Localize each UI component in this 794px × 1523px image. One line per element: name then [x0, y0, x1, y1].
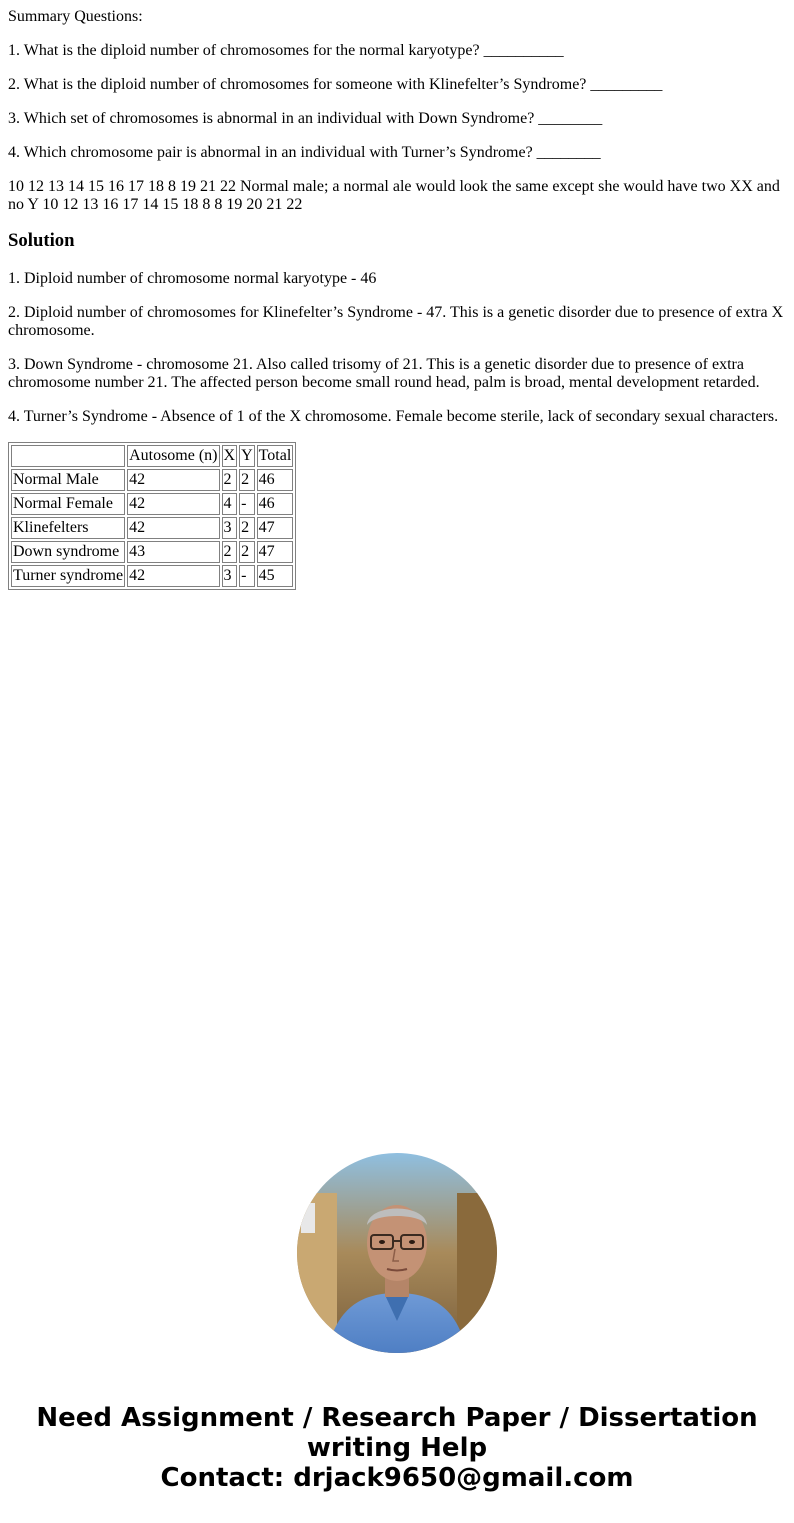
question-4: 4. Which chromosome pair is abnormal in an individual with Turner’s Syndrome? ________ [8, 144, 601, 161]
question-3: 3. Which set of chromosomes is abnormal in an individual with Down Syndrome? ________ [8, 110, 603, 127]
question-2: 2. What is the diploid number of chromosomes for someone with Klinefelter’s Syndrome? _________ [8, 76, 663, 93]
table-cell: - [239, 493, 255, 515]
table-cell: 2 [239, 517, 255, 539]
tutor-avatar [297, 1153, 497, 1353]
table-cell: 3 [222, 565, 238, 587]
table-row [11, 517, 293, 539]
table-cell: Turner syndrome [11, 565, 125, 587]
solution-4: 4. Turner’s Syndrome - Absence of 1 of the X chromosome. Female become sterile, lack of secondary sexual characters. [8, 408, 779, 425]
promo-banner [0, 1403, 794, 1493]
promo-contact: Contact: drjack9650@gmail.com [160, 1463, 634, 1493]
document-content [8, 8, 786, 590]
table-header-cell: Total [257, 445, 294, 467]
question-1: 1. What is the diploid number of chromosomes for the normal karyotype? __________ [8, 42, 564, 59]
solution-1: 1. Diploid number of chromosome normal karyotype - 46 [8, 270, 377, 287]
table-cell: 47 [257, 517, 294, 539]
table-cell: 45 [257, 565, 294, 587]
solution-heading: Solution [8, 230, 75, 251]
table-cell: 2 [239, 541, 255, 563]
table-cell: Normal Male [11, 469, 125, 491]
table-cell: 42 [127, 493, 219, 515]
table-cell: Normal Female [11, 493, 125, 515]
table-cell: Down syndrome [11, 541, 125, 563]
table-cell: 2 [222, 541, 238, 563]
table-header-cell [11, 445, 125, 467]
solution-2: 2. Diploid number of chromosomes for Klinefelter’s Syndrome - 47. This is a genetic disorder due to presence of extra X chromosome. [8, 304, 784, 339]
table-row [11, 469, 293, 491]
table-cell: 42 [127, 565, 219, 587]
promo-line-1: Need Assignment / Research Paper / Dissertation [36, 1403, 758, 1433]
table-cell: 46 [257, 469, 294, 491]
table-cell: 47 [257, 541, 294, 563]
table-cell: 46 [257, 493, 294, 515]
table-cell: 43 [127, 541, 219, 563]
table-row [11, 493, 293, 515]
tutor-portrait-image [297, 1153, 497, 1353]
table-cell: Klinefelters [11, 517, 125, 539]
table-cell: 2 [239, 469, 255, 491]
chromosome-table [8, 442, 296, 590]
karyotype-note: 10 12 13 14 15 16 17 18 8 19 21 22 Normal male; a normal ale would look the same except she would have two XX and no Y 10 12 13 16 17 14 15 18 8 8 19 20 21 22 [8, 178, 780, 213]
table-header-cell: Y [239, 445, 255, 467]
table-header-cell: Autosome (n) [127, 445, 219, 467]
promo-line-2: writing Help [306, 1433, 488, 1463]
questions-heading: Summary Questions: [8, 8, 143, 25]
table-row [11, 565, 293, 587]
solution-3: 3. Down Syndrome - chromosome 21. Also called trisomy of 21. This is a genetic disorder due to presence of extra chromosome number 21. The affected person become small round head, palm is broad, mental development retarded. [8, 356, 760, 391]
table-header-row [11, 445, 293, 467]
table-cell: 42 [127, 469, 219, 491]
table-cell: 4 [222, 493, 238, 515]
table-row [11, 541, 293, 563]
table-cell: 3 [222, 517, 238, 539]
table-header-cell: X [222, 445, 238, 467]
table-cell: - [239, 565, 255, 587]
table-cell: 2 [222, 469, 238, 491]
table-cell: 42 [127, 517, 219, 539]
